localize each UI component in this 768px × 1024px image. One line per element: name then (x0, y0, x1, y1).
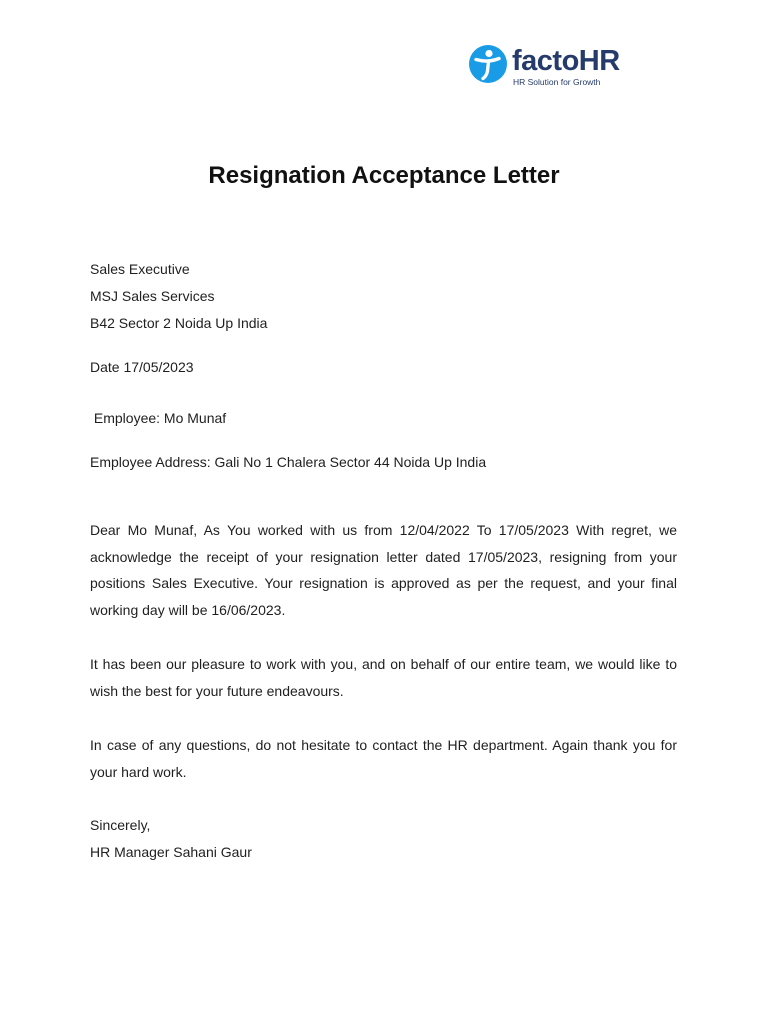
body-paragraph-2: It has been our pleasure to work with you, and on behalf of our entire team, we would like to wish the best for your future endeavours. (90, 656, 677, 699)
factohr-logo (468, 44, 628, 90)
body-paragraph-3: In case of any questions, do not hesitate to contact the HR department. Again thank you for your hard work. (90, 737, 677, 780)
sender-address: B42 Sector 2 Noida Up India (90, 315, 268, 331)
sender-title: Sales Executive (90, 261, 190, 277)
letter-date: Date 17/05/2023 (90, 359, 194, 375)
employee-name: Employee: Mo Munaf (90, 410, 227, 426)
logo-wordmark: factoHR (512, 45, 620, 77)
person-in-circle-icon (468, 44, 508, 84)
letter-title: Resignation Acceptance Letter (208, 162, 560, 189)
logo-tagline: HR Solution for Growth (513, 77, 601, 87)
closing-salutation: Sincerely, (90, 817, 151, 833)
employee-address: Employee Address: Gali No 1 Chalera Sector 44 Noida Up India (90, 454, 487, 470)
sender-company: MSJ Sales Services (90, 288, 215, 304)
closing-signatory: HR Manager Sahani Gaur (90, 844, 252, 860)
body-paragraph-1: Dear Mo Munaf, As You worked with us from 12/04/2022 To 17/05/2023 With regret, we acknowledge the receipt of your resignation letter dated 17/05/2023, resigning from your positions Sales Executive. Your resignation is approved as per the request, and your final working day will be 16/06/2023. (90, 522, 677, 618)
